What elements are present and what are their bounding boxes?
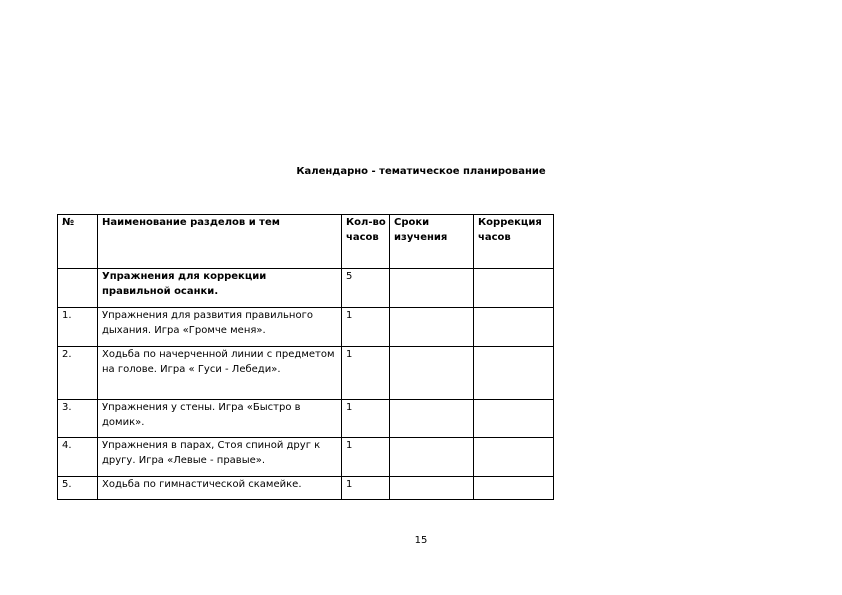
- table-row: [58, 400, 554, 438]
- row-name: Упражнения у стены. Игра «Быстро в домик».: [98, 400, 342, 438]
- table-row: [58, 477, 554, 500]
- section-number: [58, 269, 98, 308]
- row-hours: 1: [342, 477, 390, 500]
- table-row: [58, 438, 554, 477]
- row-dates: [390, 347, 474, 400]
- row-correction: [474, 477, 554, 500]
- row-name: Упражнения в парах, Стоя спиной друг к другу. Игра «Левые - правые».: [98, 438, 342, 477]
- thematic-plan-table: [57, 214, 554, 500]
- row-dates: [390, 477, 474, 500]
- row-name: Ходьба по начерченной линии с предметом на голове. Игра « Гуси - Лебеди».: [98, 347, 342, 400]
- header-dates: Сроки изучения: [390, 215, 474, 269]
- row-correction: [474, 400, 554, 438]
- section-row: [58, 269, 554, 308]
- row-hours: 1: [342, 347, 390, 400]
- row-dates: [390, 308, 474, 347]
- row-hours: 1: [342, 400, 390, 438]
- row-correction: [474, 438, 554, 477]
- table-row: [58, 347, 554, 400]
- section-name: Упражнения для коррекции правильной осанки.: [98, 269, 342, 308]
- header-correction: Коррекция часов: [474, 215, 554, 269]
- row-name: Упражнения для развития правильного дыхания. Игра «Громче меня».: [98, 308, 342, 347]
- row-hours: 1: [342, 308, 390, 347]
- row-name: Ходьба по гимнастической скамейке.: [98, 477, 342, 500]
- row-number: 1.: [58, 308, 98, 347]
- header-number: №: [58, 215, 98, 269]
- section-dates: [390, 269, 474, 308]
- row-number: 4.: [58, 438, 98, 477]
- table-header-row: [58, 215, 554, 269]
- header-hours: Кол-во часов: [342, 215, 390, 269]
- row-correction: [474, 347, 554, 400]
- row-hours: 1: [342, 438, 390, 477]
- page-title: Календарно - тематическое планирование: [296, 166, 546, 177]
- table-row: [58, 308, 554, 347]
- section-correction: [474, 269, 554, 308]
- row-correction: [474, 308, 554, 347]
- header-name: Наименование разделов и тем: [98, 215, 342, 269]
- row-dates: [390, 400, 474, 438]
- section-hours: 5: [342, 269, 390, 308]
- page-number: 15: [414, 535, 428, 546]
- row-dates: [390, 438, 474, 477]
- row-number: 3.: [58, 400, 98, 438]
- row-number: 2.: [58, 347, 98, 400]
- row-number: 5.: [58, 477, 98, 500]
